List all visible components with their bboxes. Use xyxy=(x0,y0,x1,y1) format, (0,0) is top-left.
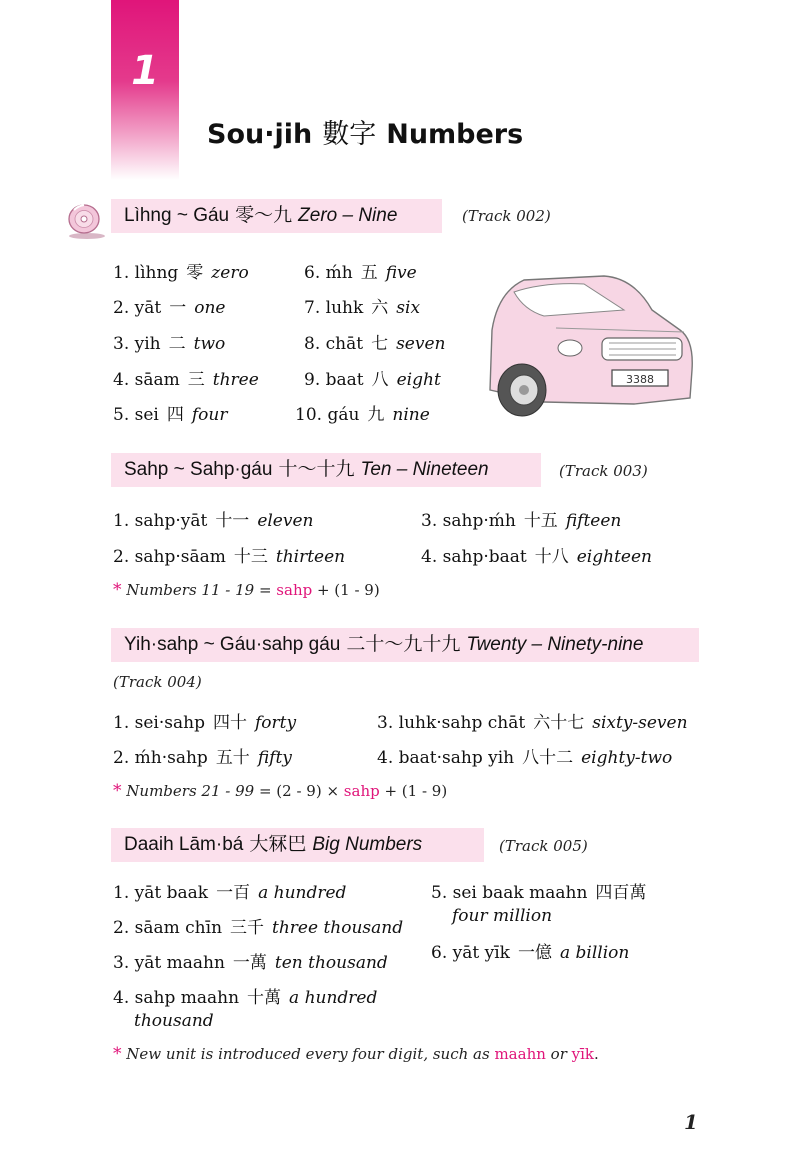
list-item: 4. baat·sahp yih 八十二 eighty-two xyxy=(377,748,673,768)
heading-english: Zero – Nine xyxy=(298,205,398,226)
list-item-continuation: four million xyxy=(452,906,553,926)
list-item: 2. sahp·sāam 十三 thirteen xyxy=(113,547,346,567)
list-item: 1. sei·sahp 四十 forty xyxy=(113,713,297,733)
list-item: 2. sāam chīn 三千 three thousand xyxy=(113,918,404,938)
list-item: 3. yāt maahn 一萬 ten thousand xyxy=(113,953,388,973)
list-item: 5. sei 四 four xyxy=(113,405,228,425)
list-item: 2. ḿh·sahp 五十 fifty xyxy=(113,748,292,768)
track-label[interactable]: (Track 003) xyxy=(559,462,648,480)
list-item: 3. sahp·ḿh 十五 fifteen xyxy=(421,511,622,531)
list-item: 7. luhk 六 six xyxy=(304,298,421,318)
track-label[interactable]: (Track 004) xyxy=(113,673,202,691)
svg-text:3388: 3388 xyxy=(626,373,654,386)
list-item: 3. yih 二 two xyxy=(113,334,226,354)
title-chinese: 數字 xyxy=(322,119,377,150)
heading-roman: Lìhng ~ Gáu xyxy=(124,205,230,226)
section-heading-ten-nineteen: Sahp ~ Sahp·gáu 十～十九 Ten – Nineteen xyxy=(111,453,541,487)
list-item: 5. sei baak maahn 四百萬 xyxy=(431,883,647,903)
list-item: 6. yāt yīk 一億 a billion xyxy=(431,943,630,963)
section-heading-big-numbers: Daaih Lām·bá 大冧巴 Big Numbers xyxy=(111,828,484,862)
chapter-number: 1 xyxy=(131,48,159,94)
page-number: 1 xyxy=(684,1110,698,1134)
list-item: 9. baat 八 eight xyxy=(304,370,441,390)
list-item: 4. sahp·baat 十八 eighteen xyxy=(421,547,652,567)
heading-chinese: 零～九 xyxy=(235,205,293,226)
list-item: 6. ḿh 五 five xyxy=(304,263,417,283)
list-item: 1. yāt baak 一百 a hundred xyxy=(113,883,347,903)
rule-note: * Numbers 11 - 19 = sahp + (1 - 9) xyxy=(113,580,380,600)
track-label[interactable]: (Track 005) xyxy=(499,837,588,855)
list-item: 4. sāam 三 three xyxy=(113,370,259,390)
list-item: 4. sahp maahn 十萬 a hundred xyxy=(113,988,378,1008)
section-heading-twenty-ninetynine: Yih·sahp ~ Gáu·sahp gáu 二十～九十九 Twenty – Ninety-nine xyxy=(111,628,699,662)
list-item: 1. lìhng 零 zero xyxy=(113,263,249,283)
page-title xyxy=(207,112,523,151)
list-item: 2. yāt 一 one xyxy=(113,298,226,318)
audio-disc-icon[interactable] xyxy=(64,200,106,242)
car-illustration xyxy=(484,270,696,420)
rule-note: * Numbers 21 - 99 = (2 - 9) × sahp + (1 - 9) xyxy=(113,781,448,801)
list-item: 8. chāt 七 seven xyxy=(304,334,446,354)
list-item: 3. luhk·sahp chāt 六十七 sixty-seven xyxy=(377,713,688,733)
chapter-tab xyxy=(111,0,179,180)
list-item: 10. gáu 九 nine xyxy=(295,405,430,425)
list-item: 1. sahp·yāt 十一 eleven xyxy=(113,511,314,531)
title-english: Numbers xyxy=(386,119,524,150)
title-roman: Sou·jih xyxy=(207,119,313,150)
section-heading-zero-nine xyxy=(111,199,442,233)
track-label[interactable]: (Track 002) xyxy=(462,207,551,225)
list-item-continuation: thousand xyxy=(134,1011,214,1031)
rule-note: * New unit is introduced every four digit, such as maahn or yīk. xyxy=(113,1044,599,1064)
